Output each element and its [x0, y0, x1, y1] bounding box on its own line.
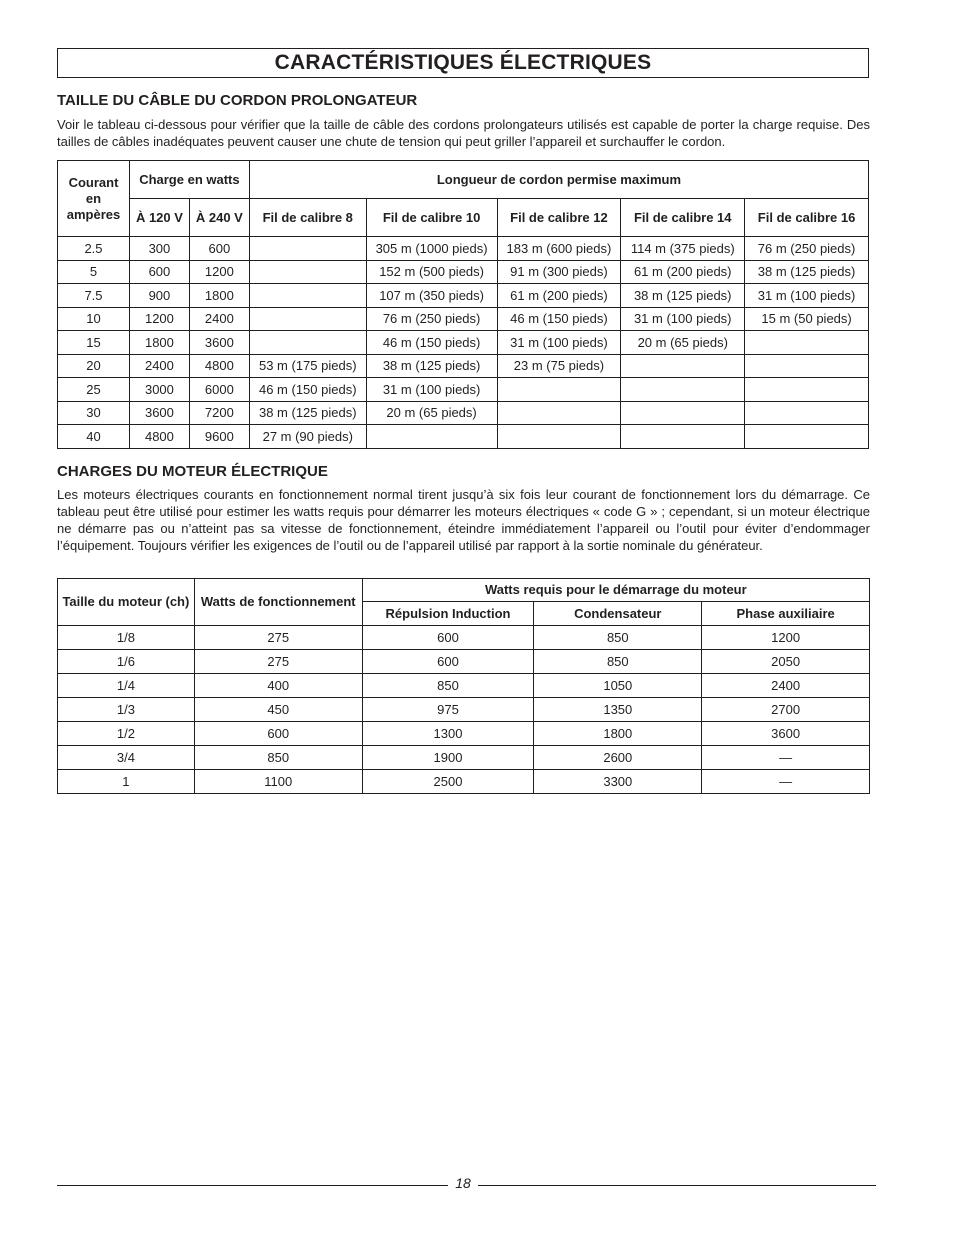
- page-title: CARACTÉRISTIQUES ÉLECTRIQUES: [274, 51, 652, 74]
- header-240v: À 240 V: [189, 199, 249, 237]
- table-cell: 53 m (175 pieds): [249, 354, 366, 378]
- table-cell: 20: [58, 354, 130, 378]
- table-cell: [621, 354, 745, 378]
- table-row: [58, 331, 869, 355]
- table-cell: 900: [129, 284, 189, 308]
- motor-table-body: [58, 626, 870, 794]
- table-row: [58, 722, 870, 746]
- table-row: [58, 626, 870, 650]
- table-row: [58, 425, 869, 449]
- table-cell: 1200: [702, 626, 870, 650]
- header-repulsion-induction: Répulsion Induction: [362, 602, 534, 626]
- table-cell: 38 m (125 pieds): [745, 260, 869, 284]
- table-cell: 2600: [534, 746, 702, 770]
- table-cell: [745, 378, 869, 402]
- table-cell: 23 m (75 pieds): [497, 354, 621, 378]
- table-cell: 31 m (100 pieds): [745, 284, 869, 308]
- cord-size-table: [57, 160, 869, 449]
- header-charge: Charge en watts: [129, 161, 249, 199]
- cord-table-body: [58, 237, 869, 449]
- table-cell: 3000: [129, 378, 189, 402]
- table-cell: 305 m (1000 pieds): [366, 237, 497, 261]
- table-cell: 400: [194, 674, 362, 698]
- header-motor-size: Taille du moteur (ch): [58, 579, 195, 626]
- table-row: [58, 650, 870, 674]
- table-cell: 4800: [189, 354, 249, 378]
- table-cell: 15: [58, 331, 130, 355]
- table-cell: [621, 425, 745, 449]
- table-cell: [249, 331, 366, 355]
- header-split-phase: Phase auxiliaire: [702, 602, 870, 626]
- table-cell: 25: [58, 378, 130, 402]
- table-cell: 31 m (100 pieds): [366, 378, 497, 402]
- table-cell: 20 m (65 pieds): [366, 401, 497, 425]
- table-cell: 61 m (200 pieds): [621, 260, 745, 284]
- table-cell: 2400: [189, 307, 249, 331]
- table-cell: 1/3: [58, 698, 195, 722]
- table-cell: 850: [362, 674, 534, 698]
- table-cell: [497, 425, 621, 449]
- table-cell: 1800: [534, 722, 702, 746]
- table-cell: —: [702, 770, 870, 794]
- table-cell: 1800: [189, 284, 249, 308]
- table-cell: 1/2: [58, 722, 195, 746]
- table-row: [58, 378, 869, 402]
- table-cell: 600: [362, 626, 534, 650]
- header-gauge-14: Fil de calibre 14: [621, 199, 745, 237]
- header-running-watts: Watts de fonctionnement: [194, 579, 362, 626]
- footer-rule-right: [478, 1185, 876, 1186]
- table-cell: 1: [58, 770, 195, 794]
- table-cell: 600: [194, 722, 362, 746]
- table-cell: [621, 401, 745, 425]
- table-cell: 1200: [129, 307, 189, 331]
- table-cell: 450: [194, 698, 362, 722]
- table-cell: 3600: [189, 331, 249, 355]
- table-cell: 600: [189, 237, 249, 261]
- table-cell: 15 m (50 pieds): [745, 307, 869, 331]
- table-cell: 61 m (200 pieds): [497, 284, 621, 308]
- table-row: [58, 354, 869, 378]
- table-cell: 1/4: [58, 674, 195, 698]
- table-cell: [497, 378, 621, 402]
- table-cell: 3/4: [58, 746, 195, 770]
- table-cell: 91 m (300 pieds): [497, 260, 621, 284]
- page-number: 18: [455, 1175, 471, 1191]
- table-cell: 1800: [129, 331, 189, 355]
- motor-loads-heading: CHARGES DU MOTEUR ÉLECTRIQUE: [57, 463, 328, 480]
- table-cell: 1/8: [58, 626, 195, 650]
- header-length: Longueur de cordon permise maximum: [249, 161, 868, 199]
- table-cell: 114 m (375 pieds): [621, 237, 745, 261]
- table-cell: 107 m (350 pieds): [366, 284, 497, 308]
- table-cell: [249, 260, 366, 284]
- table-cell: 152 m (500 pieds): [366, 260, 497, 284]
- table-cell: 38 m (125 pieds): [621, 284, 745, 308]
- footer-rule-left: [57, 1185, 448, 1186]
- table-cell: 275: [194, 650, 362, 674]
- table-cell: 2700: [702, 698, 870, 722]
- table-row: [58, 307, 869, 331]
- table-cell: 7.5: [58, 284, 130, 308]
- cord-size-text: Voir le tableau ci-dessous pour vérifier que la taille de câble des cordons prolongateurs utilisés est capable de porter la charge requise. Des tailles de câbles inadéquates peuvent causer une chute de tension qui peut griller l’appareil et surchauffer le cordon.: [57, 117, 870, 149]
- table-cell: [621, 378, 745, 402]
- table-cell: 46 m (150 pieds): [497, 307, 621, 331]
- cord-size-heading: TAILLE DU CÂBLE DU CORDON PROLONGATEUR: [57, 92, 418, 109]
- table-cell: 2400: [129, 354, 189, 378]
- table-cell: 38 m (125 pieds): [249, 401, 366, 425]
- table-cell: 6000: [189, 378, 249, 402]
- table-cell: 850: [534, 650, 702, 674]
- table-cell: 975: [362, 698, 534, 722]
- table-cell: [745, 354, 869, 378]
- motor-loads-table: [57, 578, 870, 794]
- table-row: [58, 401, 869, 425]
- table-cell: 3600: [702, 722, 870, 746]
- table-cell: 27 m (90 pieds): [249, 425, 366, 449]
- table-cell: 2.5: [58, 237, 130, 261]
- table-cell: 9600: [189, 425, 249, 449]
- table-cell: 2050: [702, 650, 870, 674]
- table-cell: 600: [129, 260, 189, 284]
- table-cell: 38 m (125 pieds): [366, 354, 497, 378]
- table-cell: 3300: [534, 770, 702, 794]
- table-cell: 600: [362, 650, 534, 674]
- table-cell: 20 m (65 pieds): [621, 331, 745, 355]
- header-gauge-10: Fil de calibre 10: [366, 199, 497, 237]
- table-cell: [249, 307, 366, 331]
- header-gauge-8: Fil de calibre 8: [249, 199, 366, 237]
- table-cell: 1050: [534, 674, 702, 698]
- table-cell: 7200: [189, 401, 249, 425]
- table-cell: 3600: [129, 401, 189, 425]
- table-cell: 76 m (250 pieds): [366, 307, 497, 331]
- header-gauge-16: Fil de calibre 16: [745, 199, 869, 237]
- table-cell: 300: [129, 237, 189, 261]
- motor-loads-text: Les moteurs électriques courants en fonctionnement normal tirent jusqu’à six fois leur courant de fonctionnement lors du démarrage. Ce tableau peut être utilisé pour estimer les watts requis pour démarrer les moteurs électriques « code G » ; cependant, si un moteur électrique ne démarre pas ou n’atteint pas sa vitesse de fonctionnement, éteindre immédiatement l’appareil ou l’outil pour éviter d’endommager l’équipement. Toujours vérifier les exigences de l’outil ou de l’appareil utilisé par rapport à la sortie nominale du générateur.: [57, 487, 870, 553]
- table-cell: 1350: [534, 698, 702, 722]
- table-cell: 1300: [362, 722, 534, 746]
- table-cell: 183 m (600 pieds): [497, 237, 621, 261]
- table-row: [58, 770, 870, 794]
- table-cell: 10: [58, 307, 130, 331]
- table-cell: 46 m (150 pieds): [366, 331, 497, 355]
- table-row: [58, 674, 870, 698]
- table-cell: 1/6: [58, 650, 195, 674]
- header-gauge-12: Fil de calibre 12: [497, 199, 621, 237]
- table-row: [58, 260, 869, 284]
- table-cell: 31 m (100 pieds): [621, 307, 745, 331]
- table-cell: [366, 425, 497, 449]
- table-cell: 40: [58, 425, 130, 449]
- table-cell: 5: [58, 260, 130, 284]
- table-cell: 1900: [362, 746, 534, 770]
- table-cell: 1200: [189, 260, 249, 284]
- header-120v: À 120 V: [129, 199, 189, 237]
- table-row: [58, 284, 869, 308]
- table-cell: 30: [58, 401, 130, 425]
- page-title-box: [57, 48, 869, 78]
- table-cell: 31 m (100 pieds): [497, 331, 621, 355]
- table-row: [58, 746, 870, 770]
- table-cell: 2400: [702, 674, 870, 698]
- header-starting-watts: Watts requis pour le démarrage du moteur: [362, 579, 869, 602]
- table-cell: —: [702, 746, 870, 770]
- table-row: [58, 237, 869, 261]
- table-cell: [745, 401, 869, 425]
- table-cell: [249, 237, 366, 261]
- table-row: [58, 698, 870, 722]
- table-cell: [745, 425, 869, 449]
- table-cell: 275: [194, 626, 362, 650]
- table-cell: 1100: [194, 770, 362, 794]
- header-capacitor: Condensateur: [534, 602, 702, 626]
- table-cell: 76 m (250 pieds): [745, 237, 869, 261]
- table-cell: 46 m (150 pieds): [249, 378, 366, 402]
- table-cell: [497, 401, 621, 425]
- table-cell: [249, 284, 366, 308]
- table-cell: 850: [534, 626, 702, 650]
- table-cell: 4800: [129, 425, 189, 449]
- table-cell: 2500: [362, 770, 534, 794]
- header-current: Courant en ampères: [58, 161, 130, 237]
- table-cell: [745, 331, 869, 355]
- table-cell: 850: [194, 746, 362, 770]
